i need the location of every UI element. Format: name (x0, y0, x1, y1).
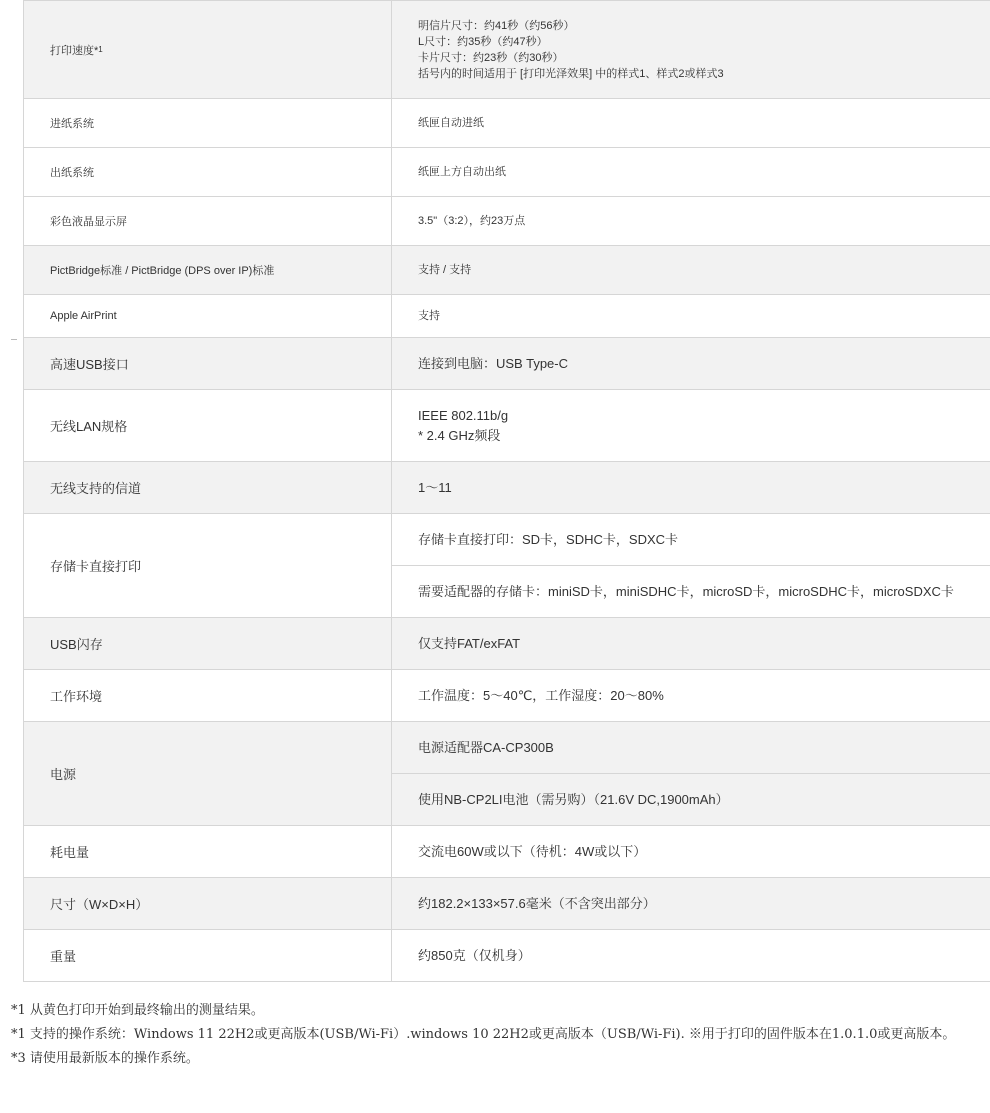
footnote-ref: 1 (98, 45, 103, 54)
spec-table (23, 0, 990, 982)
footnote: *1 从黄色打印开始到最终输出的测量结果。 (11, 1003, 264, 1018)
spec-value: 支持 (418, 310, 440, 322)
footnotes (11, 999, 986, 1071)
spec-row-airprint (23, 295, 990, 338)
spec-value: 工作温度：5～40℃，工作湿度：20～80% (418, 687, 664, 703)
spec-value (392, 1, 990, 98)
spec-value-line: * 2.4 GHz频段 (418, 427, 501, 443)
spec-label: 耗电量 (23, 826, 392, 877)
spec-label: PictBridge标准 / PictBridge (DPS over IP)标准 (23, 246, 392, 294)
spec-value: 纸匣上方自动出纸 (418, 166, 506, 178)
spec-row-paper-output (23, 148, 990, 197)
spec-label: 尺寸（W×D×H） (23, 878, 392, 929)
spec-row-usb-port (23, 338, 990, 390)
spec-value: 交流电60W或以下（待机：4W或以下） (418, 843, 647, 859)
spec-label: 彩色液晶显示屏 (23, 197, 392, 245)
spec-value: 纸匣自动进纸 (418, 117, 484, 129)
spec-value: 约182.2×133×57.6毫米（不含突出部分） (418, 895, 656, 911)
spec-label: 重量 (23, 930, 392, 981)
spec-label: 电源 (23, 722, 392, 825)
spec-row-wireless-channel (23, 462, 990, 514)
spec-value-line: 括号内的时间适用于 [打印光泽效果] 中的样式1、样式2或样式3 (418, 67, 724, 80)
spec-value: 使用NB-CP2LI电池（需另购）（21.6V DC,1900mAh） (392, 773, 990, 825)
spec-value-line: IEEE 802.11b/g (418, 407, 509, 423)
spec-row-paper-feed (23, 99, 990, 148)
spec-value: 1～11 (418, 479, 452, 495)
spec-row-print-speed (23, 1, 990, 99)
spec-row-lcd (23, 197, 990, 246)
spec-value-line: L尺寸：约35秒（约47秒） (418, 35, 548, 48)
spec-value: 3.5"（3:2），约23万点 (418, 215, 526, 227)
footnote: *1 支持的操作系统：Windows 11 22H2或更高版本(USB/Wi-Fi）.windows 10 22H2或更高版本（USB/Wi-Fi). ※用于打印的固件版本在1.0.1.0或更高版本。 (11, 1027, 956, 1042)
spec-value: 电源适配器CA-CP300B (418, 739, 554, 755)
spec-value: 约850克（仅机身） (418, 947, 531, 963)
footnote: *3 请使用最新版本的操作系统。 (11, 1051, 199, 1066)
spec-label: 存储卡直接打印 (23, 514, 392, 617)
spec-label: 进纸系统 (23, 99, 392, 147)
spec-row-wireless-lan (23, 390, 990, 462)
spec-label: 工作环境 (23, 670, 392, 721)
spec-value: 支持 / 支持 (418, 264, 472, 276)
spec-row-usb-flash (23, 618, 990, 670)
spec-row-card-print (23, 514, 990, 618)
spec-value-line: 卡片尺寸：约23秒（约30秒） (418, 51, 564, 64)
spec-label: 无线支持的信道 (23, 462, 392, 513)
spec-label: 高速USB接口 (23, 338, 392, 389)
spec-value: 连接到电脑：USB Type-C (418, 355, 569, 371)
spec-row-power (23, 722, 990, 826)
divider-mark (11, 339, 17, 340)
spec-row-power-consumption (23, 826, 990, 878)
spec-label: Apple AirPrint (23, 295, 392, 337)
spec-row-weight (23, 930, 990, 982)
spec-row-pictbridge (23, 246, 990, 295)
spec-label: 出纸系统 (23, 148, 392, 196)
spec-label: 无线LAN规格 (23, 390, 392, 461)
spec-value: 仅支持FAT/exFAT (418, 635, 521, 651)
spec-value: 需要适配器的存储卡：miniSD卡，miniSDHC卡，microSD卡，microSDHC卡，microSDXC卡 (392, 565, 990, 617)
spec-value-line: 明信片尺寸：约41秒（约56秒） (418, 19, 575, 32)
spec-value: 存储卡直接打印：SD卡，SDHC卡，SDXC卡 (418, 531, 679, 547)
spec-label: USB闪存 (23, 618, 392, 669)
spec-value (392, 390, 990, 461)
spec-row-environment (23, 670, 990, 722)
spec-row-dimensions (23, 878, 990, 930)
spec-label: 打印速度* 1 (23, 1, 392, 98)
